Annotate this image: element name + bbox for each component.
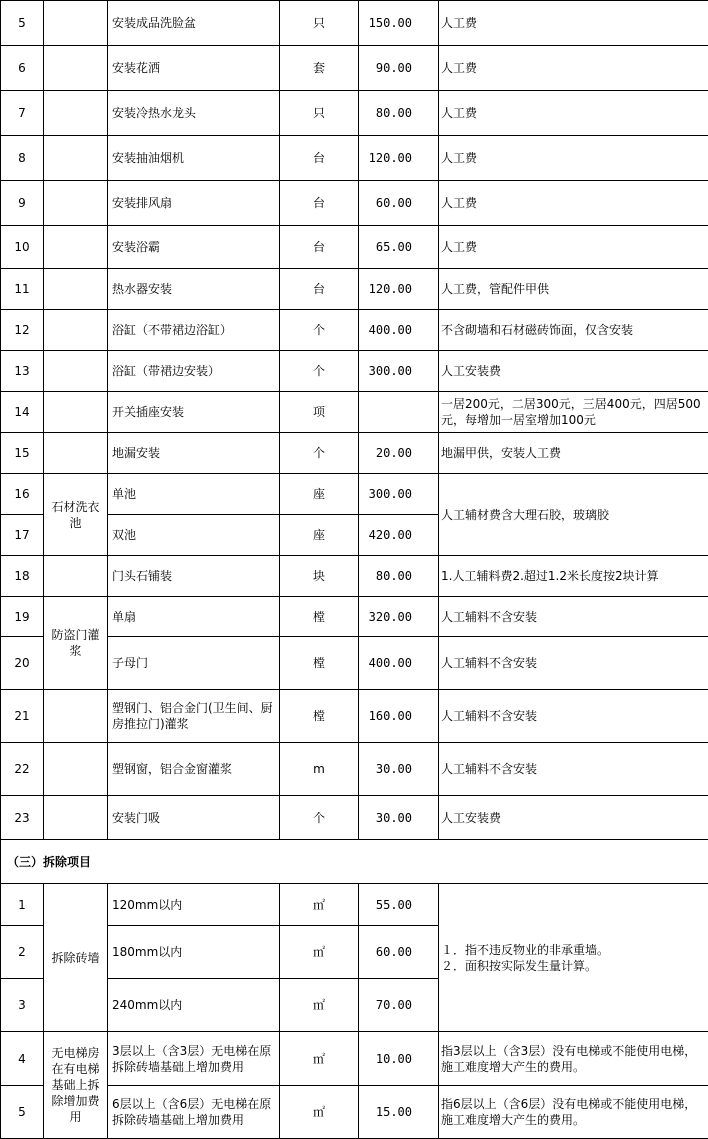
row-number: 10 xyxy=(1,226,44,269)
table-row xyxy=(1,351,708,392)
item-name: 安装冷热水龙头 xyxy=(108,91,280,136)
category-cell xyxy=(44,91,108,136)
unit-cell: 台 xyxy=(280,136,359,181)
price-cell: 300.00 xyxy=(359,351,439,392)
row-number: 11 xyxy=(1,269,44,310)
note-cell: 人工辅料不含安装 xyxy=(439,637,708,690)
category-cell xyxy=(44,556,108,597)
row-number: 2 xyxy=(1,926,44,979)
row-number: 16 xyxy=(1,474,44,515)
price-cell: 420.00 xyxy=(359,515,439,556)
item-name: 3层以上（含3层）无电梯在原拆除砖墙基础上增加费用 xyxy=(108,1032,280,1086)
price-cell: 60.00 xyxy=(359,181,439,226)
price-cell: 80.00 xyxy=(359,556,439,597)
category-cell xyxy=(44,796,108,840)
category-cell xyxy=(44,743,108,796)
table-row xyxy=(1,637,708,690)
row-number: 5 xyxy=(1,1,44,46)
category-cell: 拆除砖墙 xyxy=(44,884,108,1032)
item-name: 180mm以内 xyxy=(108,926,280,979)
item-name: 6层以上（含6层）无电梯在原拆除砖墙基础上增加费用 xyxy=(108,1086,280,1139)
unit-cell: 座 xyxy=(280,515,359,556)
table-row xyxy=(1,690,708,743)
category-cell: 防盗门灌浆 xyxy=(44,597,108,690)
unit-cell: 个 xyxy=(280,310,359,351)
row-number: 13 xyxy=(1,351,44,392)
price-cell: 65.00 xyxy=(359,226,439,269)
table-row xyxy=(1,136,708,181)
price-cell: 55.00 xyxy=(359,884,439,926)
note-line: ２．面积按实际发生量计算。 xyxy=(441,958,704,974)
category-cell xyxy=(44,136,108,181)
row-number: 21 xyxy=(1,690,44,743)
note-cell: 地漏甲供，安装人工费 xyxy=(439,433,708,474)
row-number: 12 xyxy=(1,310,44,351)
unit-cell: ㎡ xyxy=(280,979,359,1032)
table-row xyxy=(1,226,708,269)
price-cell: 160.00 xyxy=(359,690,439,743)
table-row xyxy=(1,884,708,926)
row-number: 15 xyxy=(1,433,44,474)
price-cell xyxy=(359,392,439,433)
row-number: 9 xyxy=(1,181,44,226)
item-name: 120mm以内 xyxy=(108,884,280,926)
price-cell: 30.00 xyxy=(359,796,439,840)
price-cell: 90.00 xyxy=(359,46,439,91)
unit-cell: ㎡ xyxy=(280,1086,359,1139)
category-cell xyxy=(44,690,108,743)
unit-cell: 只 xyxy=(280,91,359,136)
table-row xyxy=(1,392,708,433)
note-cell: 人工费 xyxy=(439,46,708,91)
note-cell: 指6层以上（含6层）没有电梯或不能使用电梯，施工难度增大产生的费用。 xyxy=(439,1086,708,1139)
unit-cell: ㎡ xyxy=(280,1032,359,1086)
unit-cell: 项 xyxy=(280,392,359,433)
note-cell: 人工费，管配件甲供 xyxy=(439,269,708,310)
row-number: 1 xyxy=(1,884,44,926)
unit-cell: 台 xyxy=(280,181,359,226)
row-number: 14 xyxy=(1,392,44,433)
table-row xyxy=(1,556,708,597)
item-name: 安装花洒 xyxy=(108,46,280,91)
note-cell xyxy=(439,884,708,1032)
row-number: 18 xyxy=(1,556,44,597)
unit-cell: 个 xyxy=(280,796,359,840)
note-cell: 人工辅料不含安装 xyxy=(439,743,708,796)
row-number: 4 xyxy=(1,1032,44,1086)
category-cell xyxy=(44,226,108,269)
unit-cell: 块 xyxy=(280,556,359,597)
table-row xyxy=(1,91,708,136)
category-cell: 石材洗衣池 xyxy=(44,474,108,556)
note-cell: 人工辅材费含大理石胶，玻璃胶 xyxy=(439,474,708,556)
item-name: 开关插座安装 xyxy=(108,392,280,433)
unit-cell: ㎡ xyxy=(280,926,359,979)
table-row xyxy=(1,474,708,515)
category-cell xyxy=(44,269,108,310)
row-number: 3 xyxy=(1,979,44,1032)
row-number: 20 xyxy=(1,637,44,690)
note-cell: 人工安装费 xyxy=(439,796,708,840)
price-cell: 400.00 xyxy=(359,637,439,690)
item-name: 单池 xyxy=(108,474,280,515)
item-name: 安装排风扇 xyxy=(108,181,280,226)
item-name: 子母门 xyxy=(108,637,280,690)
item-name: 安装抽油烟机 xyxy=(108,136,280,181)
unit-cell: m xyxy=(280,743,359,796)
price-cell: 10.00 xyxy=(359,1032,439,1086)
unit-cell: 台 xyxy=(280,269,359,310)
row-number: 17 xyxy=(1,515,44,556)
table-row xyxy=(1,433,708,474)
row-number: 8 xyxy=(1,136,44,181)
category-cell xyxy=(44,181,108,226)
table-row xyxy=(1,597,708,637)
unit-cell: 只 xyxy=(280,1,359,46)
section-header-row xyxy=(1,840,708,884)
table-row xyxy=(1,46,708,91)
item-name: 热水器安装 xyxy=(108,269,280,310)
item-name: 240mm以内 xyxy=(108,979,280,1032)
note-cell: 1.人工辅料费2.超过1.2米长度按2块计算 xyxy=(439,556,708,597)
unit-cell: 座 xyxy=(280,474,359,515)
item-name: 双池 xyxy=(108,515,280,556)
item-name: 地漏安装 xyxy=(108,433,280,474)
table-row xyxy=(1,1086,708,1139)
note-cell: 人工费 xyxy=(439,181,708,226)
unit-cell: ㎡ xyxy=(280,884,359,926)
price-cell: 120.00 xyxy=(359,136,439,181)
category-cell xyxy=(44,433,108,474)
price-cell: 20.00 xyxy=(359,433,439,474)
note-cell: 人工费 xyxy=(439,91,708,136)
item-name: 安装成品洗脸盆 xyxy=(108,1,280,46)
item-name: 门头石铺装 xyxy=(108,556,280,597)
category-cell xyxy=(44,310,108,351)
unit-cell: 台 xyxy=(280,226,359,269)
unit-cell: 樘 xyxy=(280,597,359,637)
price-cell: 60.00 xyxy=(359,926,439,979)
note-cell: 人工辅料不含安装 xyxy=(439,597,708,637)
note-cell: 人工安装费 xyxy=(439,351,708,392)
category-cell xyxy=(44,351,108,392)
note-line: １．指不违反物业的非承重墙。 xyxy=(441,942,704,958)
note-cell: 指3层以上（含3层）没有电梯或不能使用电梯，施工难度增大产生的费用。 xyxy=(439,1032,708,1086)
table-row xyxy=(1,796,708,840)
unit-cell: 樘 xyxy=(280,637,359,690)
table-row xyxy=(1,310,708,351)
price-cell: 320.00 xyxy=(359,597,439,637)
note-cell: 一居200元，二居300元，三居400元，四居500元，每增加一居室增加100元 xyxy=(439,392,708,433)
note-cell: 人工辅料不含安装 xyxy=(439,690,708,743)
table-row xyxy=(1,181,708,226)
table-row xyxy=(1,1,708,46)
price-cell: 70.00 xyxy=(359,979,439,1032)
category-cell xyxy=(44,392,108,433)
note-cell: 不含砌墙和石材磁砖饰面，仅含安装 xyxy=(439,310,708,351)
note-cell: 人工费 xyxy=(439,1,708,46)
item-name: 塑钢门、铝合金门(卫生间、厨房推拉门)灌浆 xyxy=(108,690,280,743)
unit-cell: 个 xyxy=(280,433,359,474)
table-row xyxy=(1,1032,708,1086)
price-cell: 80.00 xyxy=(359,91,439,136)
item-name: 安装浴霸 xyxy=(108,226,280,269)
unit-cell: 樘 xyxy=(280,690,359,743)
row-number: 19 xyxy=(1,597,44,637)
row-number: 6 xyxy=(1,46,44,91)
note-cell: 人工费 xyxy=(439,136,708,181)
item-name: 浴缸（不带裙边浴缸） xyxy=(108,310,280,351)
category-cell: 无电梯房在有电梯基础上拆除增加费用 xyxy=(44,1032,108,1139)
unit-cell: 套 xyxy=(280,46,359,91)
category-cell xyxy=(44,46,108,91)
table-row xyxy=(1,269,708,310)
price-cell: 300.00 xyxy=(359,474,439,515)
row-number: 23 xyxy=(1,796,44,840)
unit-cell: 个 xyxy=(280,351,359,392)
item-name: 单扇 xyxy=(108,597,280,637)
row-number: 22 xyxy=(1,743,44,796)
price-cell: 400.00 xyxy=(359,310,439,351)
item-name: 塑钢窗，铝合金窗灌浆 xyxy=(108,743,280,796)
row-number: 5 xyxy=(1,1086,44,1139)
category-cell xyxy=(44,1,108,46)
table-row xyxy=(1,743,708,796)
note-cell: 人工费 xyxy=(439,226,708,269)
item-name: 浴缸（带裙边安装） xyxy=(108,351,280,392)
price-cell: 15.00 xyxy=(359,1086,439,1139)
item-name: 安装门吸 xyxy=(108,796,280,840)
price-cell: 30.00 xyxy=(359,743,439,796)
row-number: 7 xyxy=(1,91,44,136)
price-cell: 150.00 xyxy=(359,1,439,46)
price-cell: 120.00 xyxy=(359,269,439,310)
section-title: （三）拆除项目 xyxy=(1,840,708,884)
